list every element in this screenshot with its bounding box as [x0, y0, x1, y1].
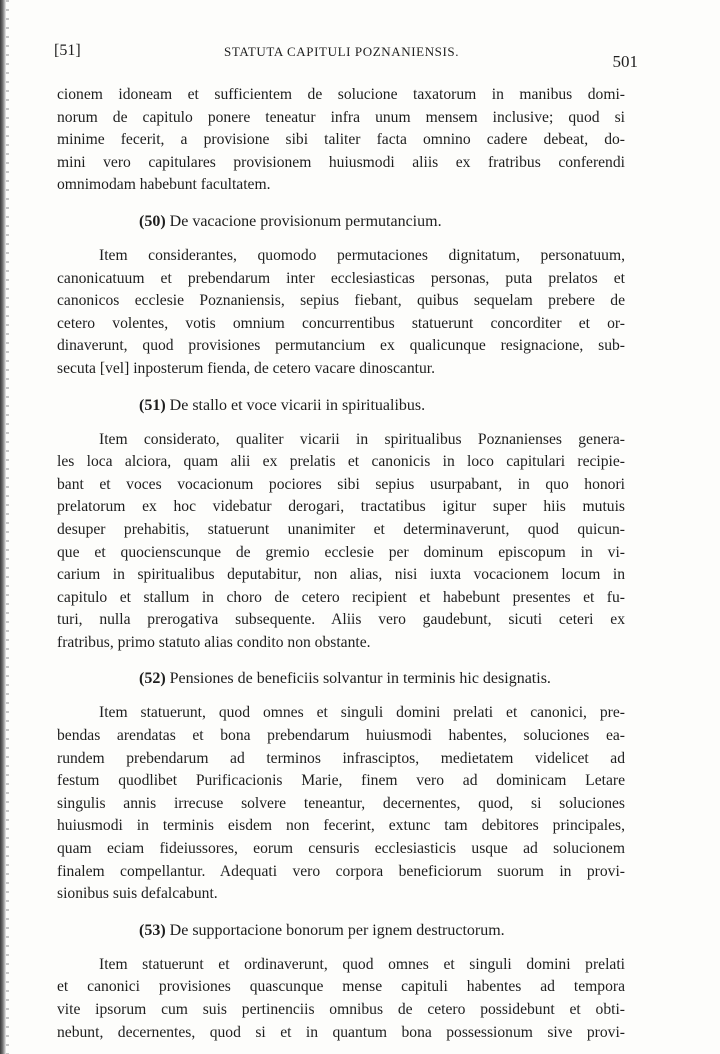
- section-heading: [57, 668, 625, 690]
- text-line: cetero volentes, votis omnium concurrentibus statuerunt concorditer et or-: [57, 314, 625, 332]
- section-number: (50): [139, 212, 166, 230]
- text-line: secuta [vel] inposterum fienda, de cetero vacare dinoscantur.: [57, 359, 435, 377]
- text-line: vite ipsorum cum suis pertinenciis omnibus de cetero possidebunt et obti-: [57, 1001, 625, 1018]
- text-line: minime fecerit, a provisione sibi taliter facta omnino cadere debeat, do-: [57, 131, 625, 149]
- section-heading: [57, 211, 625, 233]
- text-line: canonicatuum et prebendarum inter ecclesiasticas personas, puta prelatos et: [57, 269, 625, 287]
- section-heading: [57, 395, 625, 417]
- text-line: cionem idoneam et sufficientem de solucione taxatorum in manibus domi-: [57, 86, 625, 103]
- section-number: (53): [139, 921, 166, 939]
- text-line: desuper prehabitis, statuerunt unanimiter et determinaverunt, quod quicun-: [57, 520, 625, 538]
- text-line: bendas arendatas et bona prebendarum huiusmodi habentes, soluciones ea-: [57, 727, 625, 745]
- text-line: dinaverunt, quod provisiones permutancium ex qualicunque resignacione, sub-: [57, 337, 625, 355]
- text-line: canonicos ecclesie Poznaniensis, sepius fiebant, quibus sequelam prebere de: [57, 292, 625, 310]
- text-line: omnimodam habebunt facultatem.: [57, 176, 271, 194]
- text-line: Item statuerunt et ordinaverunt, quod omnes et singuli domini prelati: [99, 955, 625, 973]
- page-header: [54, 40, 638, 74]
- text-line: Item considerato, qualiter vicarii in spiritualibus Poznanienses genera-: [99, 430, 625, 448]
- text-line: turi, nulla prerogativa subsequente. Aliis vero gaudebunt, sicuti ceteri ex: [57, 611, 625, 629]
- text-line: que et quocienscunque de gremio ecclesie per dominum episcopum in vi-: [57, 543, 625, 561]
- section-heading: [57, 920, 625, 942]
- text-line: festum quodlibet Purificacionis Marie, finem vero ad dominicam Letare: [57, 772, 625, 790]
- section-title: De vacacione provisionum permutancium.: [169, 212, 442, 230]
- text-line: carium in spiritualibus deputabitur, non alias, nisi iuxta vocacionem locum in: [57, 566, 625, 584]
- text-line: capitulo et stallum in choro de cetero recipient et habebunt presentes et fu-: [57, 588, 625, 606]
- section-title: De supportacione bonorum per ignem destructorum.: [169, 921, 505, 939]
- section-53: [57, 920, 625, 1044]
- intro-paragraph: [57, 84, 625, 197]
- text-line: fratribus, primo statuto alias condito non obstante.: [57, 633, 371, 651]
- section-title: De stallo et voce vicarii in spiritualibus.: [169, 396, 426, 414]
- section-number: (51): [139, 396, 166, 414]
- text-line: et canonici provisiones quascunque mense capituli habentes ad tempora: [57, 978, 625, 996]
- text-line: sionibus suis defalcabunt.: [57, 885, 218, 903]
- text-line: rundem prebendarum ad terminos infrasciptos, medietatem videlicet ad: [57, 749, 625, 767]
- text-line: quam eciam fideiussores, eorum censuris ecclesiasticis usque ad solucionem: [57, 840, 625, 858]
- text-line: finalem compellantur. Adequati vero corpora beneficiorum suorum in provi-: [57, 862, 625, 880]
- text-line: prelatorum ex hoc videbatur derogari, tractatibus igitur super hiis mutuis: [57, 498, 625, 516]
- text-line: singulis annis irrecuse solvere teneantur, decernentes, quod, si soluciones: [57, 794, 625, 812]
- section-number: (52): [139, 670, 166, 688]
- text-line: Item statuerunt, quod omnes et singuli domini prelati et canonici, pre-: [99, 704, 625, 722]
- text-line: mini vero capitulares provisionem huiusmodi aliis ex fratribus conferendi: [57, 153, 625, 171]
- text-line: norum de capitulo ponere teneatur infra unum mensem inclusive; quod si: [57, 108, 625, 126]
- text-line: les loca alciora, quam alii ex prelatis et canonicis in loco capitulari recipie-: [57, 453, 625, 471]
- page-reference: [51]: [54, 42, 81, 59]
- section-title: Pensiones de beneficiis solvantur in terminis hic designatis.: [169, 670, 551, 688]
- section-52: [57, 668, 625, 905]
- text-line: huiusmodi in terminis eisdem non fecerint, extunc tam debitores principales,: [57, 817, 625, 835]
- section-50: [57, 211, 625, 381]
- section-51: [57, 395, 625, 655]
- binding-stitch-marks: [6, 0, 9, 1054]
- running-title: STATUTA CAPITULI POZNANIENSIS.: [224, 44, 460, 59]
- text-line: Item considerantes, quomodo permutaciones dignitatum, personatuum,: [99, 246, 625, 264]
- page-body: [57, 84, 625, 1044]
- text-line: bant et voces vocacionum pociores sibi sepius usurpabant, in quo honori: [57, 475, 625, 493]
- text-line: nebunt, decernentes, quod si et in quantum bona possessionum sive provi-: [57, 1023, 625, 1041]
- page-number: 501: [612, 52, 638, 71]
